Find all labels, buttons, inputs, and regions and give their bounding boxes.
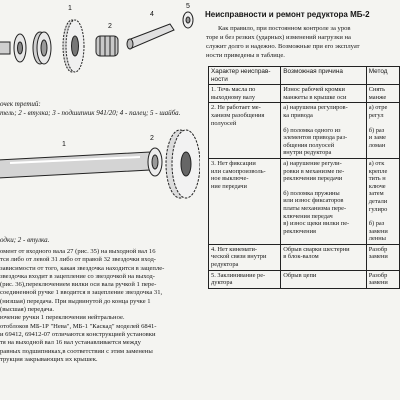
cause-cell: Износ рабочей кромки манжеты в крышке оси [281,85,367,103]
left-body-line: (высшая) передача. [0,306,55,314]
cause-cell: Обрыв сварки шестерни в блок-валом [281,244,367,270]
table-row [209,85,400,103]
intro-line: служит долго и надежно. Возможные при его эксплуат [206,43,360,50]
left-body-line: ючение ручки 1 переключения нейтральное. [0,314,125,322]
cause-cell: Обрыв цепи [281,270,367,288]
left-body-line: тся либо от левой 31 либо от правой 32 звездочки вход- [0,256,156,264]
table-row [209,103,400,159]
left-body-line: равных подшипниках,в соответствии с этим заменены [0,347,153,355]
left-body-line: отоблоков МБ-1Р "Нева", МБ-1 "Каскад" моделей 6841- [0,322,157,330]
left-body-line: и 69412, 69412-07 отличаются конструкцией установки [0,330,156,338]
right-column [200,0,400,400]
intro-line: Как правило, при постоянном контроле за уров [218,25,351,32]
fault-cell: 1. Течь масла по выходному валу [209,85,281,103]
intro-line: ности приведены в таблице. [206,52,285,59]
svg-text:2: 2 [150,135,154,142]
fault-cell: 2. Не работает ме- ханизм разобщения полуосей [209,103,281,159]
svg-text:1: 1 [62,141,66,148]
remedy-cell: а) отк крепле тить н ключе затем детали гулиро б) раз замени ленны [366,158,399,244]
fault-cell: 5. Заклинивание ре- дуктора [209,270,281,288]
left-body-line: соединенной ручке 1 вводится в зацепление звездочка 31, [0,289,163,297]
svg-text:5: 5 [186,3,190,10]
header-remedy: Метод [366,67,399,85]
shaft-with-sprocket-figure [0,122,200,232]
left-body-text [0,248,200,364]
fault-cell: 4. Нет кинемати- ческой связи внутри редуктора [209,244,281,270]
figure-caption-1-title: очек третий: [0,100,41,108]
remedy-cell: а) отре регул б) раз и заме ломан [366,103,399,159]
left-body-line: (низшая) передача. При выдвинутой до конца ручке 1 [0,297,151,305]
figure-caption-2-legend: одки; 2 - втулка. [0,236,50,244]
table-header-row [209,67,400,85]
remedy-cell: Снять манже [366,85,399,103]
figure-caption-1-legend: тель; 2 - втулка; 3 - подшипник 941/20; 4 - палец; 5 - шайба. [0,109,181,117]
left-body-line: зависимости от того, какая звездочка находится в зацепле- [0,264,165,272]
intro-line: торе и без резких (ударных) изменений нагрузки на [206,34,351,41]
svg-text:4: 4 [150,11,154,18]
section-heading: Неисправности и ремонт редуктора МБ-2 [205,10,370,19]
table-row [209,158,400,244]
table-row [209,244,400,270]
exploded-gearbox-parts-figure [0,0,200,95]
remedy-cell: Разобр замени [366,270,399,288]
cause-cell: а) нарушение регули- ровки в механизме пе- реключения передачи б) поломка пружины или износ фиксаторов платы механизма пере- ключения передач в) износ щеки вилки пе- реключения [281,158,367,244]
header-fault: Характер неисправ- ности [209,67,281,85]
intro-paragraph [206,24,400,60]
left-body-line: (рис. 36),переключением вилки оси вала ручкой 1 пере- [0,281,157,289]
remedy-cell: Разобр замени [366,244,399,270]
header-cause: Возможная причина [281,67,367,85]
svg-text:1: 1 [68,5,72,12]
left-body-line: омент от входного вала 27 (рис. 35) на выходной вал 16 [0,248,156,255]
left-body-line: тя на выходной вал 16 вал устанавливается между [0,339,141,347]
fault-cell: 3. Нет фиксации или самопроизволь- ное выключе- ние передачи [209,158,281,244]
cause-cell: а) нарушена регулиров- ка привода б) поломка одного из элементов привода раз- общения полуосей внутри редуктора [281,103,367,159]
left-body-line: звездочка входит в зацепление со звездочкой на выход- [0,272,155,280]
svg-text:2: 2 [108,23,112,30]
table-row [209,270,400,288]
faults-table [208,66,400,289]
left-body-line: трукция закрывающих их крышек. [0,355,98,363]
